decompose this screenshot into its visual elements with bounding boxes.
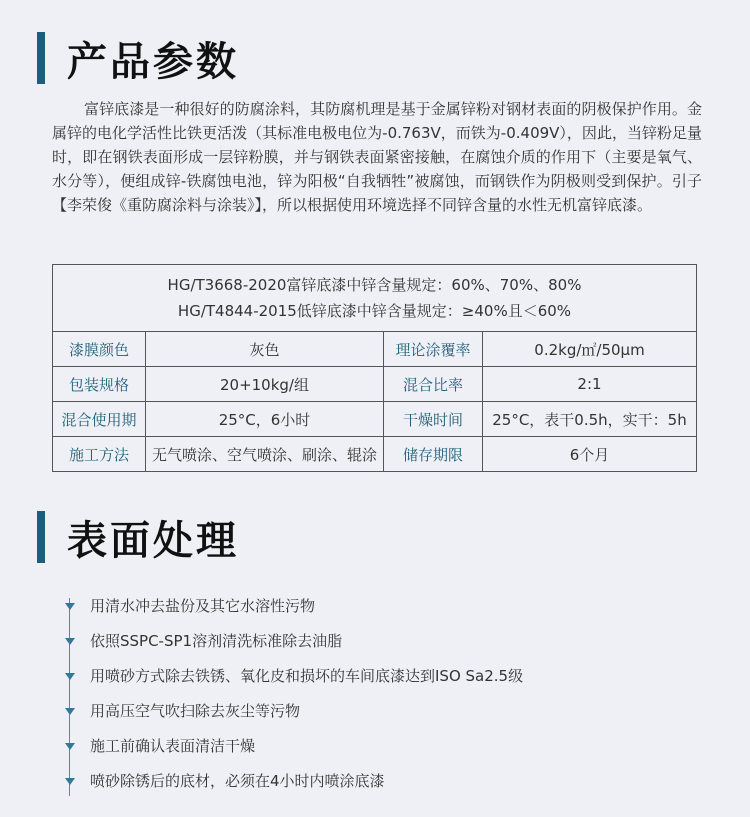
table-row — [53, 437, 697, 472]
list-item — [60, 658, 700, 693]
value-cell: 20+10kg/组 — [146, 367, 384, 402]
step-text: 依照SSPC-SP1溶剂清洗标准除去油脂 — [90, 632, 343, 650]
section-header-product-params — [37, 28, 239, 88]
surface-treatment-steps — [60, 588, 700, 798]
step-text: 喷砂除锈后的底材，必须在4小时内喷涂底漆 — [90, 772, 385, 790]
value-cell: 25°C，表干0.5h，实干：5h — [483, 402, 697, 437]
intro-paragraph: 富锌底漆是一种很好的防腐涂料，其防腐机理是基于金属锌粉对钢材表面的阴极保护作用。金属锌的电化学活性比铁更活泼（其标准电极电位为-0.763V，而铁为-0.409V），因此，当锌粉足量时，即在钢铁表面形成一层锌粉膜，并与钢铁表面紧密接触，在腐蚀介质的作用下（主要是氧气、水分等），便组成锌-铁腐蚀电池，锌为阳极“自我牺牲”被腐蚀，而钢铁作为阴极则受到保护。引子【李荣俊《重防腐涂料与涂装》】，所以根据使用环境选择不同锌含量的水性无机富锌底漆。 — [52, 100, 702, 214]
value-cell: 无气喷涂、空气喷涂、刷涂、辊涂 — [146, 437, 384, 472]
spec-table — [52, 264, 697, 472]
arrow-down-icon — [60, 666, 80, 686]
value-cell: 25°C，6小时 — [146, 402, 384, 437]
step-text: 用喷砂方式除去铁锈、氧化皮和损坏的车间底漆达到ISO Sa2.5级 — [90, 667, 524, 685]
list-item — [60, 693, 700, 728]
arrow-down-icon — [60, 596, 80, 616]
section-title: 产品参数 — [67, 38, 239, 85]
list-item — [60, 623, 700, 658]
label-cell: 包装规格 — [53, 367, 146, 402]
list-item — [60, 588, 700, 623]
section-title: 表面处理 — [67, 517, 239, 564]
standard-line: HG/T4844-2015低锌底漆中锌含量规定：≥40%且＜60% — [177, 302, 572, 320]
value-cell: 0.2kg/㎡/50μm — [483, 332, 697, 367]
value-cell: 2:1 — [483, 367, 697, 402]
arrow-down-icon — [60, 771, 80, 791]
step-text: 用清水冲去盐份及其它水溶性污物 — [90, 597, 316, 615]
section-header-surface-treatment — [37, 507, 239, 567]
standards-cell — [53, 265, 697, 332]
label-cell: 理论涂覆率 — [384, 332, 483, 367]
label-cell: 施工方法 — [53, 437, 146, 472]
step-text: 用高压空气吹扫除去灰尘等污物 — [90, 702, 301, 720]
label-cell: 混合比率 — [384, 367, 483, 402]
arrow-down-icon — [60, 701, 80, 721]
section-accent-bar — [37, 32, 45, 84]
step-text: 施工前确认表面清洁干燥 — [90, 737, 256, 755]
label-cell: 混合使用期 — [53, 402, 146, 437]
label-cell: 漆膜颜色 — [53, 332, 146, 367]
arrow-down-icon — [60, 736, 80, 756]
list-item — [60, 728, 700, 763]
arrow-down-icon — [60, 631, 80, 651]
label-cell: 储存期限 — [384, 437, 483, 472]
label-cell: 干燥时间 — [384, 402, 483, 437]
table-row — [53, 332, 697, 367]
table-row — [53, 367, 697, 402]
list-item — [60, 763, 700, 798]
table-row — [53, 402, 697, 437]
standard-line: HG/T3668-2020富锌底漆中锌含量规定：60%、70%、80% — [167, 276, 582, 294]
section-accent-bar — [37, 511, 45, 563]
value-cell: 6个月 — [483, 437, 697, 472]
value-cell: 灰色 — [146, 332, 384, 367]
